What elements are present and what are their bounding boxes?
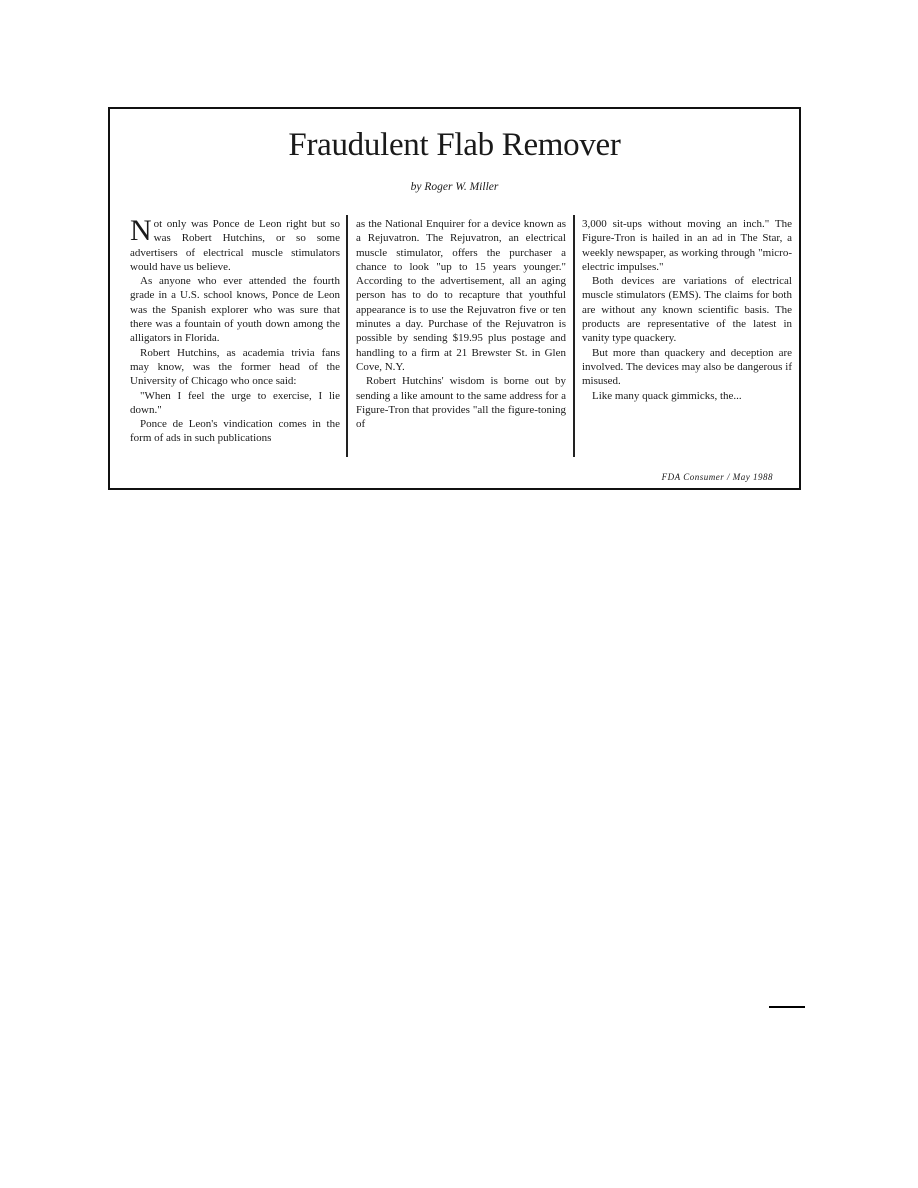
paragraph: Both devices are variations of electrical muscle stimulators (EMS). The claims for both are without any known scientific basis. The products are representative of the latest in vanity type quackery. [582, 275, 792, 345]
page-rule [769, 1006, 805, 1008]
article-clipping [108, 107, 801, 490]
article-column-1 [130, 214, 340, 446]
article-title: Fraudulent Flab Remover [288, 127, 621, 163]
paragraph: "When I feel the urge to exercise, I lie down." [130, 389, 340, 416]
paragraph: Not only was Ponce de Leon right but so was Robert Hutchins, or so some advertisers of electrical muscle stimulators would have us believe. [130, 214, 340, 273]
article-column-2 [356, 217, 566, 431]
paragraph: Robert Hutchins, as academia trivia fans may know, was the former head of the University of Chicago who once said: [130, 346, 340, 388]
column-divider [573, 215, 575, 457]
article-byline: by Roger W. Miller [410, 181, 499, 193]
paragraph: But more than quackery and deception are involved. The devices may also be dangerous if misused. [582, 346, 792, 388]
source-citation: FDA Consumer / May 1988 [661, 472, 773, 482]
paragraph: Robert Hutchins' wisdom is borne out by sending a like amount to the same address for a Figure-Tron that provides "all the figure-toning of [356, 375, 566, 431]
paragraph: Ponce de Leon's vindication comes in the form of ads in such publications [130, 418, 340, 445]
drop-cap: N [130, 214, 152, 247]
column-divider [346, 215, 348, 457]
paragraph: as the National Enquirer for a device known as a Rejuvatron. The Rejuvatron, an electrical muscle stimulator, offers the purchaser a chance to look "up to 15 years younger." According to the advertisement, all an aging person has to do to recapture that youthful appearance is to use the Rejuvatron five or ten minutes a day. Purchase of the Rejuvatron is possible by sending $19.95 plus postage and handling to a firm at 21 Brewster St. in Glen Cove, N.Y. [356, 218, 566, 373]
paragraph: As anyone who ever attended the fourth grade in a U.S. school knows, Ponce de Leon was the Spanish explorer who was sure that there was a fountain of youth down among the alligators in Florida. [130, 275, 340, 345]
article-column-3 [582, 217, 792, 403]
paragraph: 3,000 sit-ups without moving an inch." The Figure-Tron is hailed in an ad in The Star, a weekly newspaper, as working through "micro-electric impulses." [582, 218, 792, 273]
paragraph: Like many quack gimmicks, the... [592, 389, 742, 402]
